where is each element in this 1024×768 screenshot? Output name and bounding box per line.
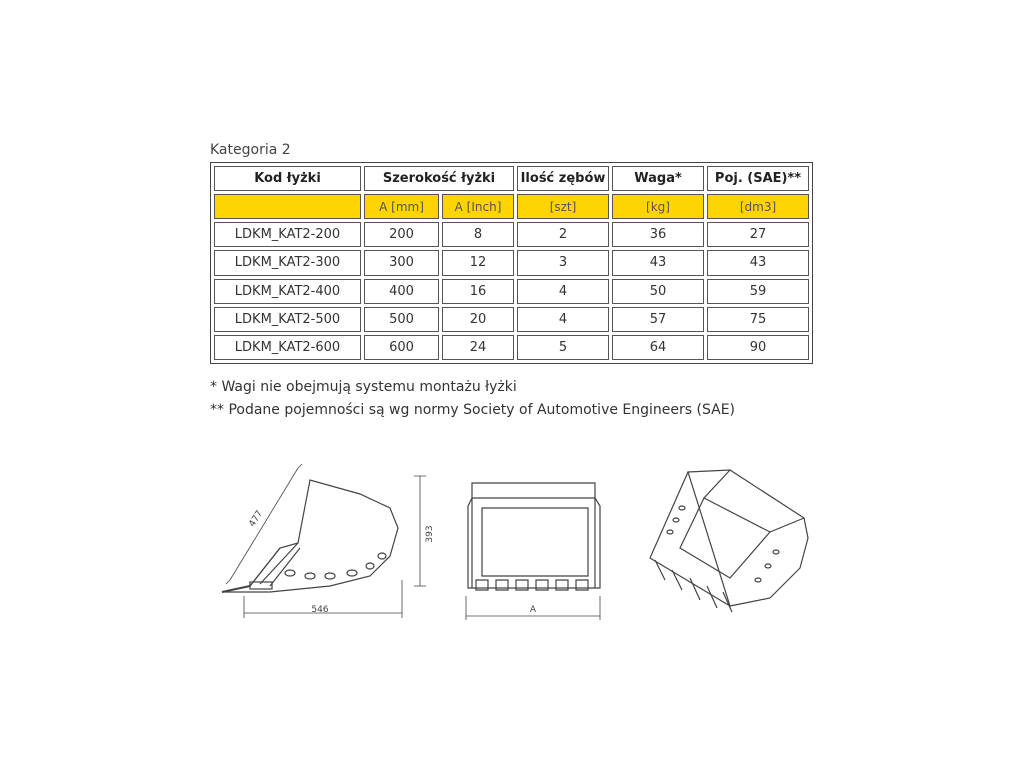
side-view-drawing bbox=[222, 464, 426, 618]
table-cell: 200 bbox=[364, 222, 439, 247]
table-cell: 16 bbox=[442, 279, 514, 304]
table-cell: 20 bbox=[442, 307, 514, 332]
table-cell: 57 bbox=[612, 307, 704, 332]
table-cell: 43 bbox=[612, 250, 704, 275]
table-cell: 2 bbox=[517, 222, 609, 247]
dimension-label-width: A bbox=[529, 605, 537, 615]
table-cell: 300 bbox=[364, 250, 439, 275]
table-cell: LDKM_KAT2-400 bbox=[214, 279, 361, 304]
table-cell: LDKM_KAT2-500 bbox=[214, 307, 361, 332]
footnote-weight: * Wagi nie obejmują systemu montażu łyżki bbox=[210, 379, 517, 395]
table-cell: 4 bbox=[517, 307, 609, 332]
table-cell: 75 bbox=[707, 307, 809, 332]
table-units-row bbox=[214, 194, 809, 219]
spec-table bbox=[210, 162, 813, 364]
header-teeth-count: Ilość zębów bbox=[517, 166, 609, 191]
perspective-view-drawing bbox=[650, 470, 808, 612]
table-cell: 27 bbox=[707, 222, 809, 247]
unit-cell: [szt] bbox=[517, 194, 609, 219]
table-cell: 400 bbox=[364, 279, 439, 304]
table-row bbox=[214, 307, 809, 332]
table-cell: 3 bbox=[517, 250, 609, 275]
table-cell: LDKM_KAT2-200 bbox=[214, 222, 361, 247]
unit-cell: [dm3] bbox=[707, 194, 809, 219]
bucket-drawings bbox=[210, 448, 820, 634]
header-weight: Waga* bbox=[612, 166, 704, 191]
table-cell: 8 bbox=[442, 222, 514, 247]
table-cell: 36 bbox=[612, 222, 704, 247]
front-view-drawing bbox=[466, 483, 600, 620]
table-cell: 90 bbox=[707, 335, 809, 360]
table-cell: 12 bbox=[442, 250, 514, 275]
table-cell: 4 bbox=[517, 279, 609, 304]
table-cell: 500 bbox=[364, 307, 439, 332]
table-header-row bbox=[214, 166, 809, 191]
dimension-label-diagonal: 477 bbox=[247, 509, 266, 529]
footnote-capacity: ** Podane pojemności są wg normy Society of Automotive Engineers (SAE) bbox=[210, 402, 735, 418]
table-cell: LDKM_KAT2-600 bbox=[214, 335, 361, 360]
table-cell: 5 bbox=[517, 335, 609, 360]
header-bucket-code: Kod łyżki bbox=[214, 166, 361, 191]
table-cell: 50 bbox=[612, 279, 704, 304]
table-cell: 43 bbox=[707, 250, 809, 275]
table-cell: 600 bbox=[364, 335, 439, 360]
unit-cell: A [Inch] bbox=[442, 194, 514, 219]
dimension-label-depth: 546 bbox=[311, 605, 329, 615]
footnotes bbox=[210, 376, 735, 422]
unit-cell bbox=[214, 194, 361, 219]
table-cell: 59 bbox=[707, 279, 809, 304]
unit-cell: A [mm] bbox=[364, 194, 439, 219]
header-capacity: Poj. (SAE)** bbox=[707, 166, 809, 191]
header-bucket-width: Szerokość łyżki bbox=[364, 166, 514, 191]
table-cell: 24 bbox=[442, 335, 514, 360]
table-row bbox=[214, 222, 809, 247]
table-row bbox=[214, 279, 809, 304]
table-row bbox=[214, 335, 809, 360]
table-cell: LDKM_KAT2-300 bbox=[214, 250, 361, 275]
unit-cell: [kg] bbox=[612, 194, 704, 219]
dimension-label-height: 393 bbox=[425, 525, 435, 543]
table-row bbox=[214, 250, 809, 275]
table-cell: 64 bbox=[612, 335, 704, 360]
table-caption: Kategoria 2 bbox=[210, 142, 291, 158]
